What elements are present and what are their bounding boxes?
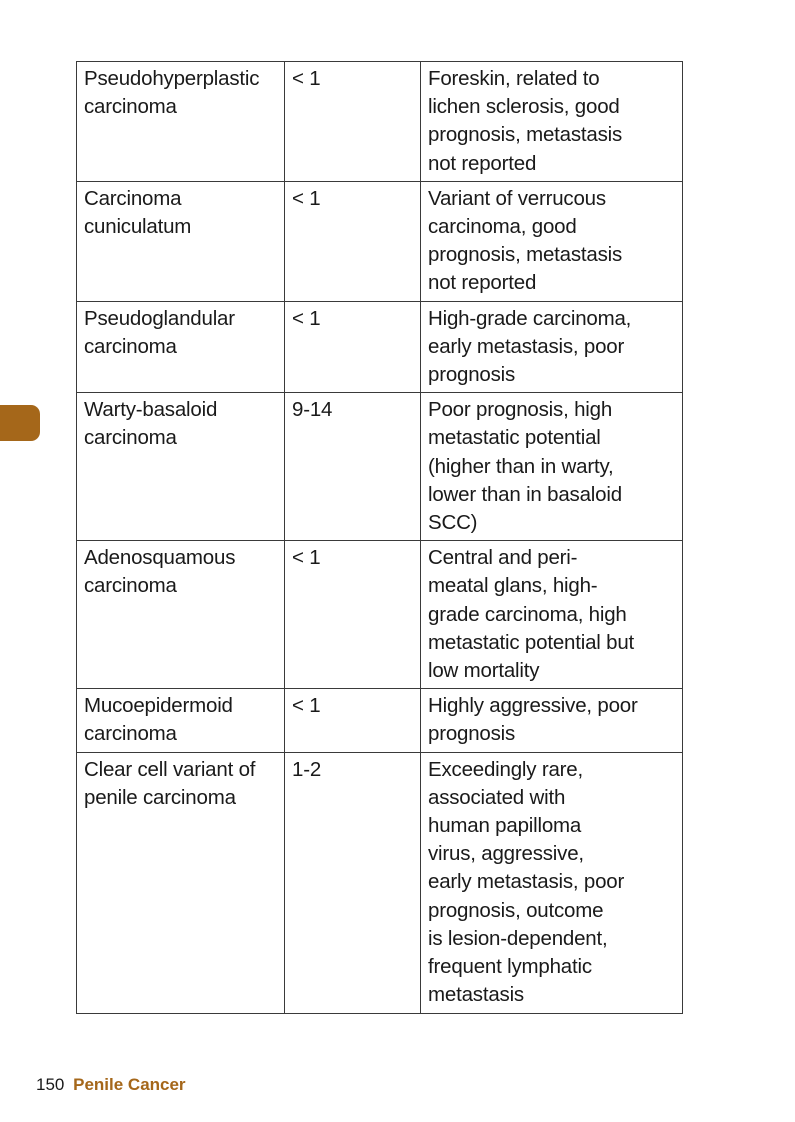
table-row [77, 301, 683, 393]
table-row [77, 541, 683, 689]
page-number: 150 [36, 1075, 65, 1094]
cell-type: Clear cell variant of penile carcinoma [77, 752, 285, 1013]
carcinoma-variants-table [76, 61, 683, 1014]
cell-type: Warty-basaloid carcinoma [77, 393, 285, 541]
table-row [77, 752, 683, 1013]
cell-notes: High-grade carcinoma, early metastasis, poor prognosis [421, 301, 683, 393]
cell-type: Pseudoglandular carcinoma [77, 301, 285, 393]
table-row [77, 62, 683, 182]
cell-incidence: < 1 [285, 301, 421, 393]
cell-type: Mucoepidermoid carcinoma [77, 689, 285, 752]
cell-incidence: < 1 [285, 689, 421, 752]
table-row [77, 689, 683, 752]
cell-notes: Foreskin, related to lichen sclerosis, good prognosis, metastasis not reported [421, 62, 683, 182]
cell-type: Carcinoma cuniculatum [77, 181, 285, 301]
cell-incidence: < 1 [285, 541, 421, 689]
cell-notes: Poor prognosis, high metastatic potential (higher than in warty, lower than in basaloid SCC) [421, 393, 683, 541]
cell-incidence: < 1 [285, 62, 421, 182]
cell-type: Adenosquamous carcinoma [77, 541, 285, 689]
cell-notes: Variant of verrucous carcinoma, good prognosis, metastasis not reported [421, 181, 683, 301]
chapter-tab-marker [0, 405, 40, 441]
table-row [77, 393, 683, 541]
running-title: Penile Cancer [73, 1075, 186, 1094]
page-footer [36, 1074, 186, 1096]
cell-incidence: < 1 [285, 181, 421, 301]
cell-incidence: 9-14 [285, 393, 421, 541]
cell-notes: Exceedingly rare, associated with human papilloma virus, aggressive, early metastasis, poor prognosis, outcome is lesion-dependent, frequent lymphatic metastasis [421, 752, 683, 1013]
cell-type: Pseudohyperplastic carcinoma [77, 62, 285, 182]
table-row [77, 181, 683, 301]
cell-incidence: 1-2 [285, 752, 421, 1013]
cell-notes: Highly aggressive, poor prognosis [421, 689, 683, 752]
cell-notes: Central and peri- meatal glans, high- grade carcinoma, high metastatic potential but low mortality [421, 541, 683, 689]
